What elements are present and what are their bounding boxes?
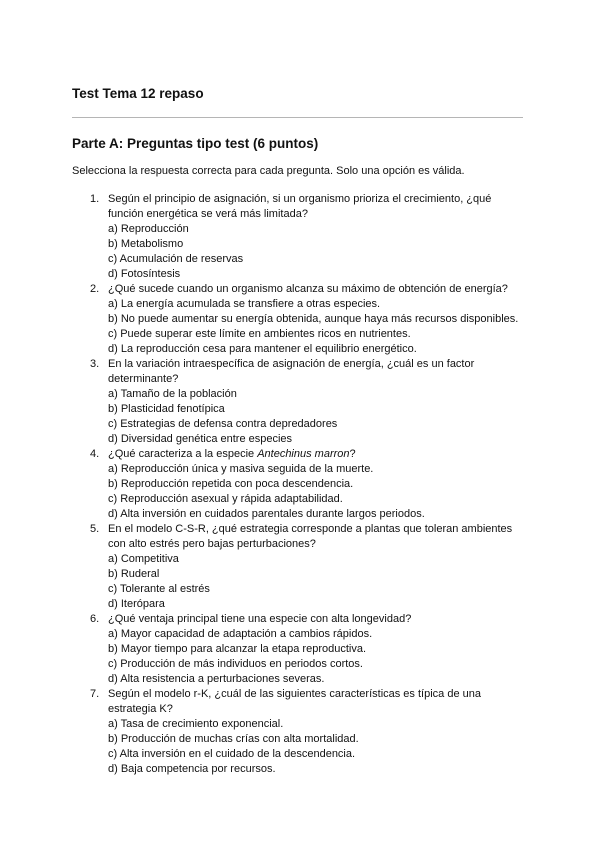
question-4 [72, 447, 527, 522]
question-number: 6. [90, 613, 100, 625]
title-divider [72, 117, 523, 118]
option-a: a) Reproducción única y masiva seguida de la muerte. [108, 463, 374, 475]
option-b: b) No puede aumentar su energía obtenida, aunque haya más recursos disponibles. [108, 313, 519, 325]
option-list [108, 552, 527, 612]
question-1 [72, 192, 527, 282]
question-list [72, 192, 527, 777]
option-d: d) Alta inversión en cuidados parentales durante largos periodos. [108, 508, 425, 520]
option-list [108, 222, 527, 282]
option-c: c) Alta inversión en el cuidado de la descendencia. [108, 748, 356, 760]
option-d: d) Iterópara [108, 598, 165, 610]
question-text [108, 447, 527, 462]
question-text: ¿Qué ventaja principal tiene una especie con alta longevidad? [108, 613, 412, 625]
question-number: 4. [90, 448, 100, 460]
question-7 [72, 687, 527, 777]
question-text: Según el principio de asignación, si un organismo prioriza el crecimiento, ¿qué función energética se verá más limitada? [108, 193, 492, 220]
option-b: b) Plasticidad fenotípica [108, 403, 225, 415]
question-text: Según el modelo r-K, ¿cuál de las siguientes características es típica de una estrategia K? [108, 688, 481, 715]
option-d: d) Fotosíntesis [108, 268, 181, 280]
option-b: b) Producción de muchas crías con alta mortalidad. [108, 733, 359, 745]
section-title: Parte A: Preguntas tipo test (6 puntos) [72, 136, 319, 151]
option-d: d) La reproducción cesa para mantener el equilibrio energético. [108, 343, 417, 355]
option-a: a) Competitiva [108, 553, 179, 565]
option-d: d) Alta resistencia a perturbaciones severas. [108, 673, 325, 685]
option-a: a) Mayor capacidad de adaptación a cambios rápidos. [108, 628, 373, 640]
option-b: b) Metabolismo [108, 238, 184, 250]
option-b: b) Mayor tiempo para alcanzar la etapa reproductiva. [108, 643, 367, 655]
question-6 [72, 612, 527, 687]
option-a: a) Tamaño de la población [108, 388, 237, 400]
option-d: d) Diversidad genética entre especies [108, 433, 293, 445]
question-3 [72, 357, 527, 447]
question-text-start: ¿Qué caracteriza a la especie [108, 448, 258, 460]
option-d: d) Baja competencia por recursos. [108, 763, 276, 775]
question-text: ¿Qué sucede cuando un organismo alcanza su máximo de obtención de energía? [108, 283, 508, 295]
option-list [108, 717, 527, 777]
option-c: c) Estrategias de defensa contra depredadores [108, 418, 338, 430]
option-c: c) Reproducción asexual y rápida adaptabilidad. [108, 493, 343, 505]
question-number: 7. [90, 688, 100, 700]
option-a: a) Tasa de crecimiento exponencial. [108, 718, 284, 730]
section-instructions: Selecciona la respuesta correcta para cada pregunta. Solo una opción es válida. [72, 165, 465, 177]
option-c: c) Producción de más individuos en periodos cortos. [108, 658, 363, 670]
question-2 [72, 282, 527, 357]
question-number: 2. [90, 283, 100, 295]
question-number: 1. [90, 193, 100, 205]
question-text: En la variación intraespecífica de asignación de energía, ¿cuál es un factor determinante? [108, 358, 475, 385]
option-list [108, 462, 527, 522]
option-c: c) Puede superar este límite en ambientes ricos en nutrientes. [108, 328, 411, 340]
option-c: c) Tolerante al estrés [108, 583, 210, 595]
option-b: b) Ruderal [108, 568, 160, 580]
option-c: c) Acumulación de reservas [108, 253, 244, 265]
question-text-end: ? [349, 448, 356, 460]
option-list [108, 387, 527, 447]
species-name: Antechinus marron [257, 448, 350, 460]
option-list [108, 627, 527, 687]
question-number: 3. [90, 358, 100, 370]
question-5 [72, 522, 527, 612]
document-title: Test Tema 12 repaso [72, 86, 204, 101]
question-number: 5. [90, 523, 100, 535]
option-list [108, 297, 527, 357]
option-b: b) Reproducción repetida con poca descendencia. [108, 478, 354, 490]
question-text: En el modelo C-S-R, ¿qué estrategia corresponde a plantas que toleran ambientes con alto estrés pero bajas perturbaciones? [108, 523, 513, 550]
option-a: a) Reproducción [108, 223, 189, 235]
option-a: a) La energía acumulada se transfiere a otras especies. [108, 298, 381, 310]
